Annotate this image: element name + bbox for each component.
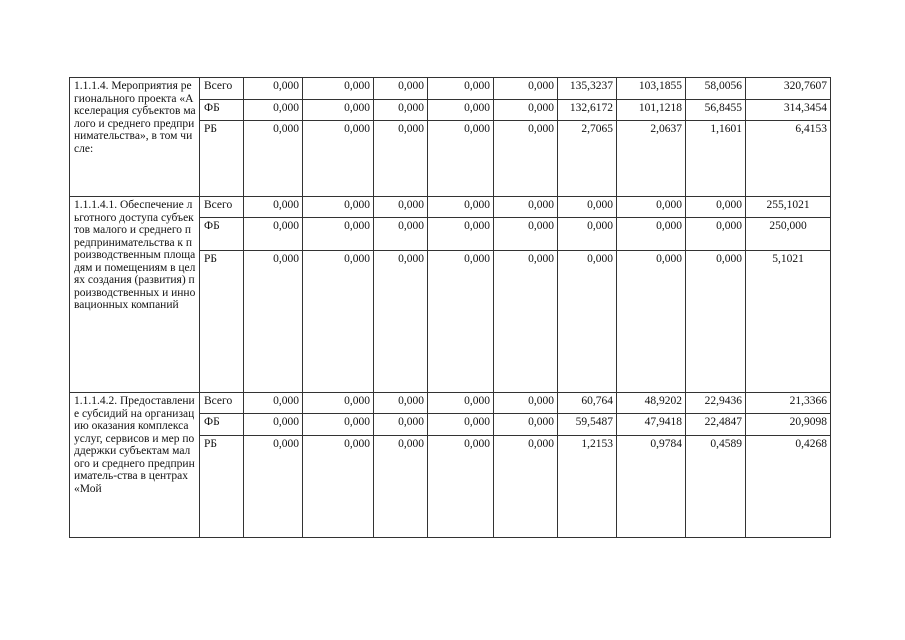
amount-cell: 5,1021 [746, 251, 831, 393]
amount-cell: 0,000 [244, 436, 303, 538]
amount-cell: 0,000 [428, 121, 494, 197]
amount-cell: 0,000 [244, 197, 303, 218]
amount-cell: 0,000 [374, 121, 428, 197]
amount-cell: 0,000 [558, 197, 617, 218]
amount-cell: 0,000 [303, 393, 374, 414]
amount-cell: 48,9202 [617, 393, 686, 414]
amount-cell: 0,000 [494, 78, 558, 100]
amount-cell: 2,0637 [617, 121, 686, 197]
amount-cell: 0,000 [303, 251, 374, 393]
amount-cell: 0,000 [374, 414, 428, 436]
amount-cell: 22,9436 [686, 393, 746, 414]
amount-cell: 56,8455 [686, 100, 746, 121]
amount-cell: 0,000 [244, 100, 303, 121]
amount-cell: 0,000 [494, 393, 558, 414]
funding-source-cell: РБ [200, 436, 244, 538]
amount-cell: 103,1855 [617, 78, 686, 100]
funding-source-cell: Всего [200, 393, 244, 414]
amount-cell: 0,000 [374, 218, 428, 251]
funding-source-cell: РБ [200, 121, 244, 197]
funding-source-cell: Всего [200, 197, 244, 218]
amount-cell: 0,000 [244, 393, 303, 414]
amount-cell: 0,000 [428, 218, 494, 251]
amount-cell: 0,000 [428, 197, 494, 218]
amount-cell: 0,000 [244, 121, 303, 197]
amount-cell: 135,3237 [558, 78, 617, 100]
table-row [70, 78, 831, 100]
amount-cell: 0,000 [494, 197, 558, 218]
amount-cell: 0,000 [303, 218, 374, 251]
amount-cell: 0,000 [374, 393, 428, 414]
funding-source-cell: ФБ [200, 100, 244, 121]
amount-cell: 22,4847 [686, 414, 746, 436]
amount-cell: 0,000 [686, 197, 746, 218]
amount-cell: 250,000 [746, 218, 831, 251]
amount-cell: 0,000 [244, 414, 303, 436]
funding-source-cell: ФБ [200, 218, 244, 251]
budget-table-body [70, 78, 831, 538]
amount-cell: 0,4268 [746, 436, 831, 538]
amount-cell: 101,1218 [617, 100, 686, 121]
amount-cell: 6,4153 [746, 121, 831, 197]
funding-source-cell: Всего [200, 78, 244, 100]
amount-cell: 0,000 [617, 251, 686, 393]
amount-cell: 0,000 [558, 251, 617, 393]
amount-cell: 0,000 [428, 393, 494, 414]
activity-name-cell: 1.1.1.4.1. Обеспечение льготного доступа субъектов малого и среднего предпринимательства к производственным площадям и помещениям в целях создания (развития) производственных и инновационных компаний [70, 197, 200, 393]
amount-cell: 255,1021 [746, 197, 831, 218]
amount-cell: 20,9098 [746, 414, 831, 436]
amount-cell: 47,9418 [617, 414, 686, 436]
amount-cell: 0,9784 [617, 436, 686, 538]
amount-cell: 1,1601 [686, 121, 746, 197]
amount-cell: 59,5487 [558, 414, 617, 436]
amount-cell: 0,000 [494, 251, 558, 393]
amount-cell: 0,000 [428, 100, 494, 121]
budget-table [69, 77, 831, 538]
amount-cell: 0,000 [428, 78, 494, 100]
table-row [70, 393, 831, 414]
amount-cell: 0,000 [374, 78, 428, 100]
amount-cell: 0,000 [686, 251, 746, 393]
table-row [70, 197, 831, 218]
amount-cell: 0,000 [494, 100, 558, 121]
amount-cell: 0,000 [244, 218, 303, 251]
amount-cell: 314,3454 [746, 100, 831, 121]
amount-cell: 0,000 [494, 436, 558, 538]
activity-name-cell: 1.1.1.4. Мероприятия регионального проекта «Акселерация субъектов малого и среднего предпринимательства», в том числе: [70, 78, 200, 197]
funding-source-cell: РБ [200, 251, 244, 393]
amount-cell: 1,2153 [558, 436, 617, 538]
amount-cell: 0,000 [244, 78, 303, 100]
amount-cell: 0,000 [374, 251, 428, 393]
amount-cell: 0,000 [494, 414, 558, 436]
amount-cell: 0,000 [428, 436, 494, 538]
amount-cell: 0,000 [494, 121, 558, 197]
amount-cell: 0,000 [494, 218, 558, 251]
amount-cell: 60,764 [558, 393, 617, 414]
amount-cell: 132,6172 [558, 100, 617, 121]
amount-cell: 0,000 [374, 100, 428, 121]
amount-cell: 320,7607 [746, 78, 831, 100]
activity-name-cell: 1.1.1.4.2. Предоставление субсидий на организацию оказания комплекса услуг, сервисов и мер поддержки субъектам малого и среднего предприниматель-ства в центрах «Мой [70, 393, 200, 538]
funding-source-cell: ФБ [200, 414, 244, 436]
amount-cell: 0,000 [303, 121, 374, 197]
amount-cell: 0,000 [686, 218, 746, 251]
amount-cell: 0,000 [374, 436, 428, 538]
amount-cell: 0,000 [303, 78, 374, 100]
amount-cell: 0,000 [374, 197, 428, 218]
amount-cell: 0,000 [617, 197, 686, 218]
amount-cell: 0,000 [303, 414, 374, 436]
amount-cell: 21,3366 [746, 393, 831, 414]
amount-cell: 0,000 [303, 100, 374, 121]
amount-cell: 0,000 [244, 251, 303, 393]
amount-cell: 0,000 [303, 197, 374, 218]
amount-cell: 0,4589 [686, 436, 746, 538]
amount-cell: 0,000 [428, 414, 494, 436]
amount-cell: 0,000 [303, 436, 374, 538]
amount-cell: 0,000 [428, 251, 494, 393]
amount-cell: 58,0056 [686, 78, 746, 100]
amount-cell: 0,000 [617, 218, 686, 251]
amount-cell: 2,7065 [558, 121, 617, 197]
amount-cell: 0,000 [558, 218, 617, 251]
